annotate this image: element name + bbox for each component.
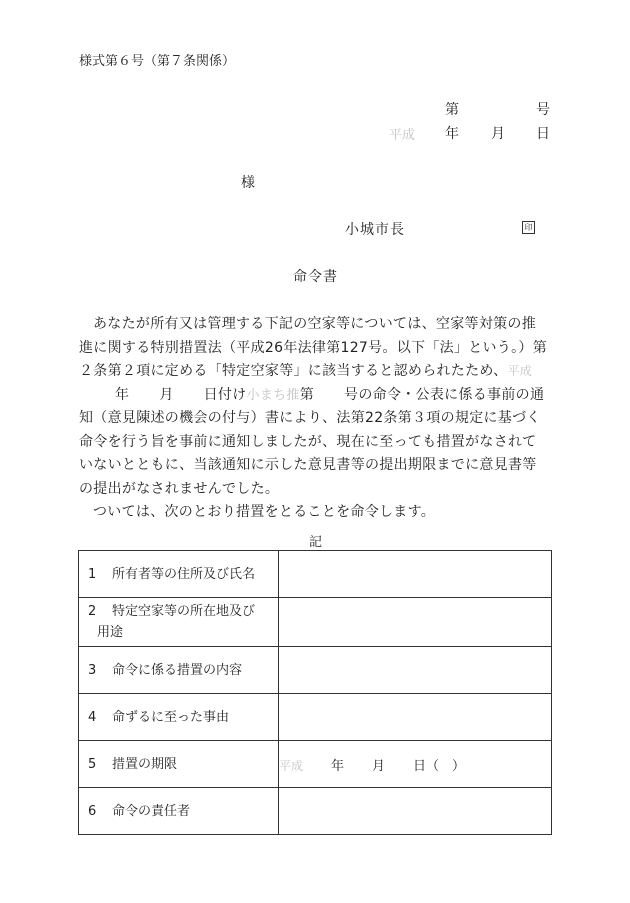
seal-mark: 印	[522, 221, 535, 234]
items-table	[78, 550, 552, 835]
row-label	[79, 598, 279, 647]
body-line: の提出がなされませんでした。	[79, 480, 280, 497]
body-paragraph	[79, 313, 559, 525]
issuer-title: 小城市長	[345, 222, 405, 238]
date-month: 月	[491, 126, 505, 142]
row-number: 4	[88, 709, 97, 725]
deadline-value	[279, 741, 552, 788]
row-value	[279, 788, 552, 835]
table-row	[79, 598, 552, 647]
deadline-day: 日（ ）	[413, 758, 466, 774]
row-value	[279, 694, 552, 741]
row-label-text: 命令の責任者	[112, 803, 191, 819]
date-era: 平成	[389, 128, 416, 143]
table-row	[79, 551, 552, 598]
row-label-text: 所有者等の住所及び氏名	[112, 566, 256, 582]
body-rest: 号の命令・公表に係る事前の通	[344, 386, 545, 403]
row-label	[79, 551, 279, 598]
row-label	[79, 788, 279, 835]
date-year: 年	[445, 126, 459, 142]
doc-number-dai: 第	[445, 102, 459, 118]
body-era: 平成	[507, 364, 533, 378]
date-day: 日	[536, 126, 550, 142]
deadline-era: 平成	[279, 758, 304, 773]
deadline-year: 年	[331, 758, 345, 774]
body-dai: 第	[299, 386, 315, 403]
table-row	[79, 694, 552, 741]
body-line: 知（意見陳述の機会の付与）書により、法第22条第３項の規定に基づく	[79, 410, 541, 426]
row-number: 5	[88, 756, 97, 772]
body-line: あなたが所有又は管理する下記の空家等については、空家等対策の推	[93, 316, 537, 332]
row-value	[279, 598, 552, 647]
row-number: 2	[88, 604, 97, 619]
body-month: 月	[159, 386, 174, 403]
row-value	[279, 647, 552, 694]
body-line-text: ２条第２項に定める「特定空家等」に該当すると認められたため、	[79, 363, 508, 379]
ki-heading: 記	[309, 535, 323, 550]
table-row	[79, 788, 552, 835]
addressee-suffix: 様	[241, 175, 255, 191]
body-line: 命令を行う旨を事前に通知しましたが、現在に至っても措置がなされて	[79, 433, 537, 450]
table-row	[79, 647, 552, 694]
doc-title: 命令書	[293, 269, 338, 285]
row-label-text: 命ずるに至った事由	[112, 709, 230, 725]
row-number: 3	[88, 662, 97, 678]
body-day: 日付け	[203, 386, 247, 403]
row-label-text-2: 用途	[97, 625, 124, 640]
table-row	[79, 741, 552, 788]
doc-number-go: 号	[536, 102, 550, 118]
row-number: 1	[88, 566, 97, 582]
row-value	[279, 551, 552, 598]
row-label-text: 命令に係る措置の内容	[112, 662, 243, 678]
form-header: 様式第６号（第７条関係）	[79, 54, 236, 69]
row-number: 6	[88, 803, 97, 819]
row-label-text: 措置の期限	[112, 756, 178, 772]
deadline-month: 月	[372, 758, 386, 774]
body-line: いないとともに、当該通知に示した意見書等の提出期限までに意見書等	[79, 457, 537, 473]
row-label	[79, 647, 279, 694]
body-line: ついては、次のとおり措置をとることを命令します。	[93, 504, 436, 520]
row-label	[79, 741, 279, 788]
body-line	[79, 384, 559, 408]
body-line: 進に関する特別措置法（平成26年法律第127号。以下「法」という。）第	[79, 339, 548, 356]
body-ref: 小まち推	[246, 387, 300, 403]
body-line	[79, 360, 559, 384]
row-label	[79, 694, 279, 741]
body-year: 年	[115, 386, 130, 403]
row-label-text: 特定空家等の所在地及び	[112, 604, 256, 619]
